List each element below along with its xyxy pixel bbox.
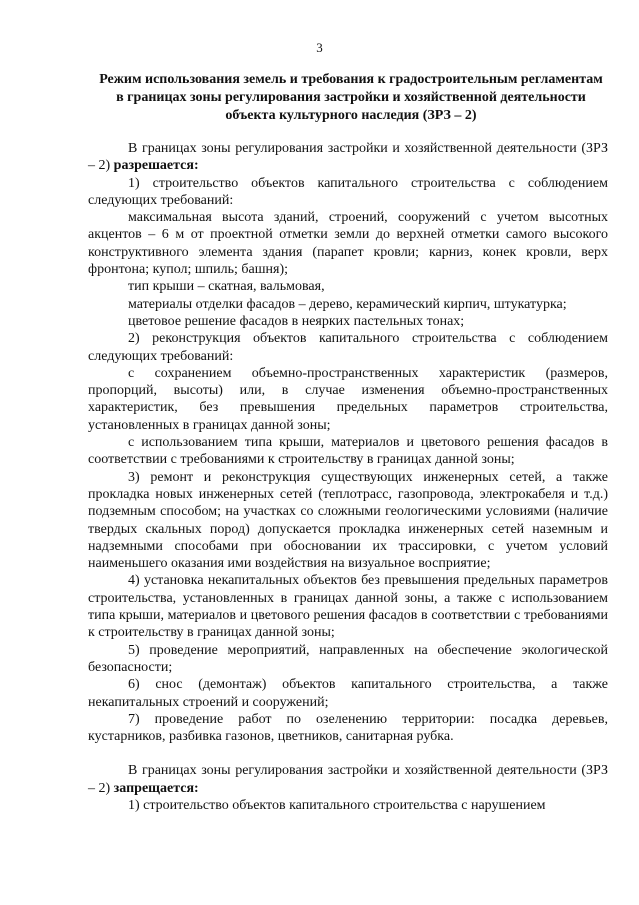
allowed-item-3: 3) ремонт и реконструкция существующих инженерных сетей, а также прокладка новых инженерных сетей (теплотрасс, газопровода, электрокабеля и т.д.) подземным способом; на участках со сложными геологическими условиями (наличие твердых скальных пород) допускается прокладка инженерных сетей наземным и надземными способами при обосновании их трассировки, с учетом условий наименьшего оказания ими воздействия на визуальное восприятие;	[88, 469, 608, 572]
allowed-item-7: 7) проведение работ по озеленению территории: посадка деревьев, кустарников, разбивка газонов, цветников, санитарная рубка.	[88, 711, 608, 745]
allowed-keyword: разрешается:	[113, 158, 199, 174]
allowed-item-1-materials: материалы отделки фасадов – дерево, керамический кирпич, штукатурка;	[128, 296, 567, 312]
allowed-item-2-roof: с использованием типа крыши, материалов и цветового решения фасадов в соответствии с требованиями к строительству в границах данной зоны;	[88, 435, 608, 468]
prohibited-intro	[88, 762, 608, 797]
prohibited-keyword: запрещается:	[113, 780, 199, 796]
allowed-item-1-height: максимальная высота зданий, строений, сооружений с учетом высотных акцентов – 6 м от проектной отметки земли до верхней отметки самого высокого конструктивного элемента здания (парапет кровли; карниз, конек кровли, верх фронтона; купол; шпиль; башня);	[88, 210, 608, 278]
prohibited-intro-text: В границах зоны регулирования застройки и хозяйственной деятельности (ЗРЗ – 2)	[88, 763, 608, 796]
allowed-item-2: 2) реконструкция объектов капитального строительства с соблюдением следующих требований:	[88, 331, 608, 364]
allowed-intro	[88, 140, 608, 175]
allowed-intro-text: В границах зоны регулирования застройки и хозяйственной деятельности (ЗРЗ – 2)	[88, 141, 608, 174]
allowed-item-5: 5) проведение мероприятий, направленных на обеспечение экологической безопасности;	[88, 642, 608, 675]
allowed-item-1: 1) строительство объектов капитального строительства с соблюдением следующих требований:	[88, 175, 608, 208]
prohibited-item-1: 1) строительство объектов капитального строительства с нарушением	[128, 797, 546, 813]
section-heading: Режим использования земель и требования к градостроительным регламентам в границах зоны регулирования застройки и хозяйственной деятельности объекта культурного наследия (ЗРЗ – 2)	[99, 72, 603, 123]
allowed-item-2-volume: с сохранением объемно-пространственных характеристик (размеров, пропорций, высоты) или, в случае изменения объемно-пространственных характеристик, без превышения предельных параметров строительства, установленных в границах данной зоны;	[88, 365, 608, 433]
allowed-item-1-colors: цветовое решение фасадов в неярких пастельных тонах;	[128, 313, 465, 329]
page-number: 3	[316, 40, 323, 55]
body-text	[88, 140, 608, 814]
allowed-item-1-roof: тип крыши – скатная, вальмовая,	[128, 279, 325, 295]
allowed-item-6: 6) снос (демонтаж) объектов капитального строительства, а также некапитальных строений и сооружений;	[88, 677, 608, 710]
allowed-item-4: 4) установка некапитальных объектов без превышения предельных параметров строительства, установленных в границах данной зоны, а также с использованием типа крыши, материалов и цветового решения фасадов в соответствии с требованиями к строительству в границах данной зоны;	[88, 573, 608, 641]
